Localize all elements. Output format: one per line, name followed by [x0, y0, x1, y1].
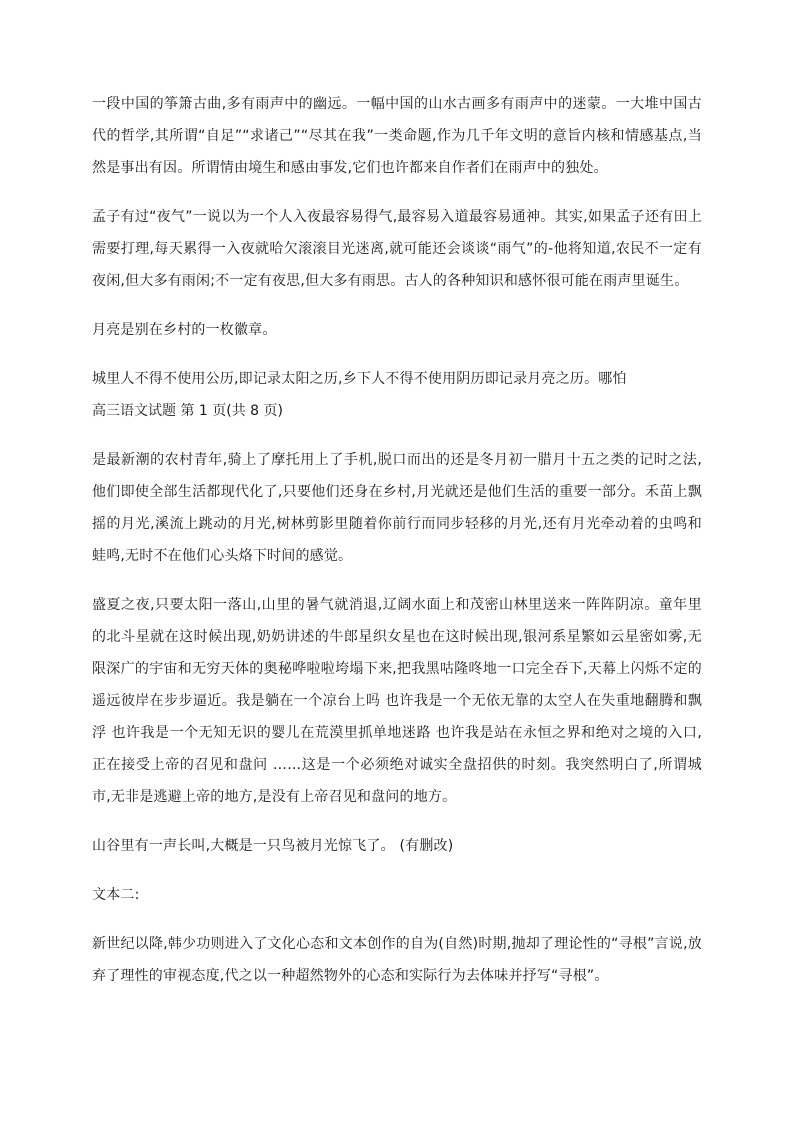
paragraph-moon-badge: 月亮是别在乡村的一枚徽章。: [92, 322, 277, 338]
page-footer: 高三语文试题 第 1 页(共 8 页): [92, 403, 283, 419]
paragraph-summer-night: 盛夏之夜,只要太阳一落山,山里的暑气就消退,辽阔水面上和茂密山林里送来一阵阵阴凉。童年里的北斗星就在这时候出现,奶奶讲述的牛郎星织女星也在这时候出现,银河系星繁如云星密如雾,无限深广的宇宙和无穷天体的奥秘哗啦啦垮塌下来,把我黑咕隆咚地一口完全吞下,天幕上闪烁不定的遥远彼岸在步步逼近。我是躺在一个凉台上吗 也许我是一个无依无靠的太空人在失重地翻腾和飘浮 也许我是一个无知无识的婴儿在荒漠里抓单地迷路 也许我是站在永恒之界和绝对之境的入口,正在接受上帝的召见和盘问 ……这是一个必须绝对诚实全盘招供的时刻。我突然明白了,所谓城市,无非是逃避上帝的地方,是没有上帝召见和盘问的地方。: [92, 597, 702, 805]
paragraph-mencius-night-air: 孟子有过“夜气”一说以为一个人入夜最容易得气,最容易入道最容易通神。其实,如果孟子还有田上需要打理,每天累得一入夜就哈欠滚滚目光迷离,就可能还会谈谈“雨气”的-他将知道,农民不一定有夜闲,但大多有雨闲;不一定有夜思,但大多有雨思。古人的各种知识和感怀很可能在雨声里诞生。: [92, 209, 702, 289]
paragraph-rain-music: 一段中国的筝箫古曲,多有雨声中的幽远。一幅中国的山水古画多有雨声中的迷蒙。一大堆中国古代的哲学,其所谓“自足”“求诸己”“尽其在我”一类命题,作为几千年文明的意旨内核和情感基点,当然是事出有因。所谓情由境生和感由事发,它们也许都来自作者们在雨声中的独处。: [92, 96, 702, 176]
paragraph-valley-bird: 山谷里有一声长叫,大概是一只鸟被月光惊飞了。 (有删改): [92, 838, 454, 854]
paragraph-new-century: 新世纪以降,韩少功则进入了文化心态和文本创作的自为(自然)时期,抛却了理论性的“寻根”言说,放弃了理性的审视态度,代之以一种超然物外的心态和实际行为去体味并抒写“寻根”。: [92, 936, 702, 984]
paragraph-calendar: 城里人不得不使用公历,即记录太阳之历,乡下人不得不使用阴历即记录月亮之历。哪怕: [92, 371, 627, 387]
section-heading-text-two: 文本二:: [92, 887, 140, 903]
paragraph-village-youth: 是最新潮的农村青年,骑上了摩托用上了手机,脱口而出的还是冬月初一腊月十五之类的记时之法,他们即使全部生活都现代化了,只要他们还身在乡村,月光就还是他们生活的重要一部分。禾苗上飘摇的月光,溪流上跳动的月光,树林剪影里随着你前行而同步轻移的月光,还有月光牵动着的虫鸣和蛙鸣,无时不在他们心头烙下时间的感觉。: [92, 452, 702, 564]
